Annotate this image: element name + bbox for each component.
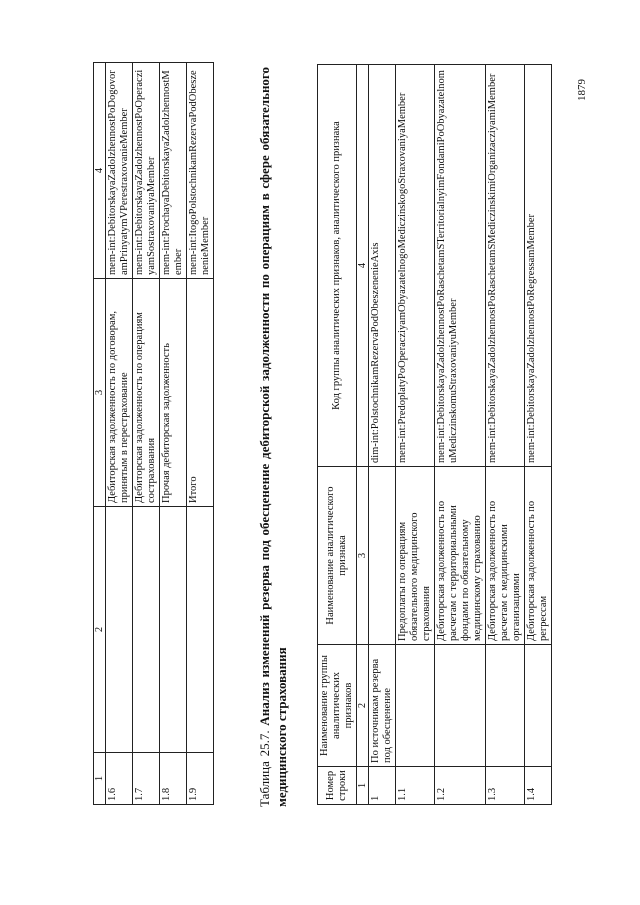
attribute-name: Предоплаты по операциям обязательного медицинского страхования — [396, 467, 435, 645]
attribute-name — [369, 467, 396, 645]
col-2-number: 2 — [357, 645, 369, 767]
header-code: Код группы аналитических признаков, аналитического признака — [318, 65, 357, 467]
caption-prefix: Таблица 25.7. — [257, 730, 272, 807]
caption-title: Анализ изменений резерва под обесценение дебиторской задолженности по операциям в сфере обязательного медицинского страхования — [257, 66, 289, 807]
col-1-number: 1 — [357, 767, 369, 805]
header-row-number: Номер строки — [318, 767, 357, 805]
group-name: По источникам резерва под обесценение — [369, 645, 396, 767]
table-row — [525, 65, 552, 805]
attribute-code: mem-int:DebitorskayaZadolzhennostPoRaschetamSTerritorialnyimFondamiPoObyazatelnomuMediczinskomuStraxovaniyuMember — [435, 65, 486, 467]
group-name — [106, 507, 133, 753]
group-name — [486, 645, 525, 767]
row-number: 1.3 — [486, 767, 525, 805]
attribute-name: Дебиторская задолженность по расчетам с территориальными фондами по обязательному медицинскому страхованию — [435, 467, 486, 645]
row-number: 1.2 — [435, 767, 486, 805]
col-3-number: 3 — [94, 279, 106, 507]
table-row — [369, 65, 396, 805]
group-name — [133, 507, 160, 753]
attribute-name: Дебиторская задолженность по операциям сострахования — [133, 279, 160, 507]
attribute-code: mem-int:ItogoPolstochnikamRezervaPodObeszenenieMember — [187, 63, 214, 279]
table-row — [106, 63, 133, 805]
row-number: 1.4 — [525, 767, 552, 805]
page-number: 1879 — [576, 79, 588, 101]
attribute-code: mem-int:DebitorskayaZadolzhennostPoOperacziyamSostraxovaniyaMember — [133, 63, 160, 279]
table-row — [160, 63, 187, 805]
table-row — [133, 63, 160, 805]
attribute-code: mem-int:PredoplatyPoOperacziyamObyazatelnogoMediczinskogoStraxovaniyaMember — [396, 65, 435, 467]
header-group-name: Наименование группы аналитических признаков — [318, 645, 357, 767]
table-main — [317, 64, 552, 805]
row-number: 1.8 — [160, 753, 187, 805]
header-attribute-name: Наименование аналитического признака — [318, 467, 357, 645]
attribute-code: mem-int:DebitorskayaZadolzhennostPoRegressamMember — [525, 65, 552, 467]
group-name — [160, 507, 187, 753]
attribute-name: Дебиторская задолженность по договорам, принятым в перестрахование — [106, 279, 133, 507]
attribute-code: mem-int:DebitorskayaZadolzhennostPoRaschetamSMediczinskimiOrganizacziyamiMember — [486, 65, 525, 467]
group-name — [187, 507, 214, 753]
table-row — [486, 65, 525, 805]
col-4-number: 4 — [357, 65, 369, 467]
attribute-name: Прочая дебиторская задолженность — [160, 279, 187, 507]
row-number: 1.6 — [106, 753, 133, 805]
group-name — [396, 645, 435, 767]
col-2-number: 2 — [94, 507, 106, 753]
row-number: 1 — [369, 767, 396, 805]
attribute-code: dim-int:PolstochnikamRezervaPodObeszenenieAxis — [369, 65, 396, 467]
attribute-name: Дебиторская задолженность по регрессам — [525, 467, 552, 645]
table-top-header — [94, 63, 106, 805]
table-main-header — [318, 65, 357, 805]
group-name — [435, 645, 486, 767]
table-row — [396, 65, 435, 805]
table-row — [435, 65, 486, 805]
attribute-name: Дебиторская задолженность по расчетам с медицинскими организациями — [486, 467, 525, 645]
col-1-number: 1 — [94, 753, 106, 805]
table-top — [93, 62, 214, 805]
row-number: 1.1 — [396, 767, 435, 805]
col-3-number: 3 — [357, 467, 369, 645]
table-caption — [256, 67, 290, 807]
attribute-code: mem-int:ProchayaDebitorskayaZadolzhennostMember — [160, 63, 187, 279]
col-4-number: 4 — [94, 63, 106, 279]
group-name — [525, 645, 552, 767]
table-row — [187, 63, 214, 805]
attribute-code: mem-int:DebitorskayaZadolzhennostPoDogovoramPrinyatymVPerestraxovanieMember — [106, 63, 133, 279]
attribute-name: Итого — [187, 279, 214, 507]
row-number: 1.9 — [187, 753, 214, 805]
column-number-row — [357, 65, 369, 805]
row-number: 1.7 — [133, 753, 160, 805]
